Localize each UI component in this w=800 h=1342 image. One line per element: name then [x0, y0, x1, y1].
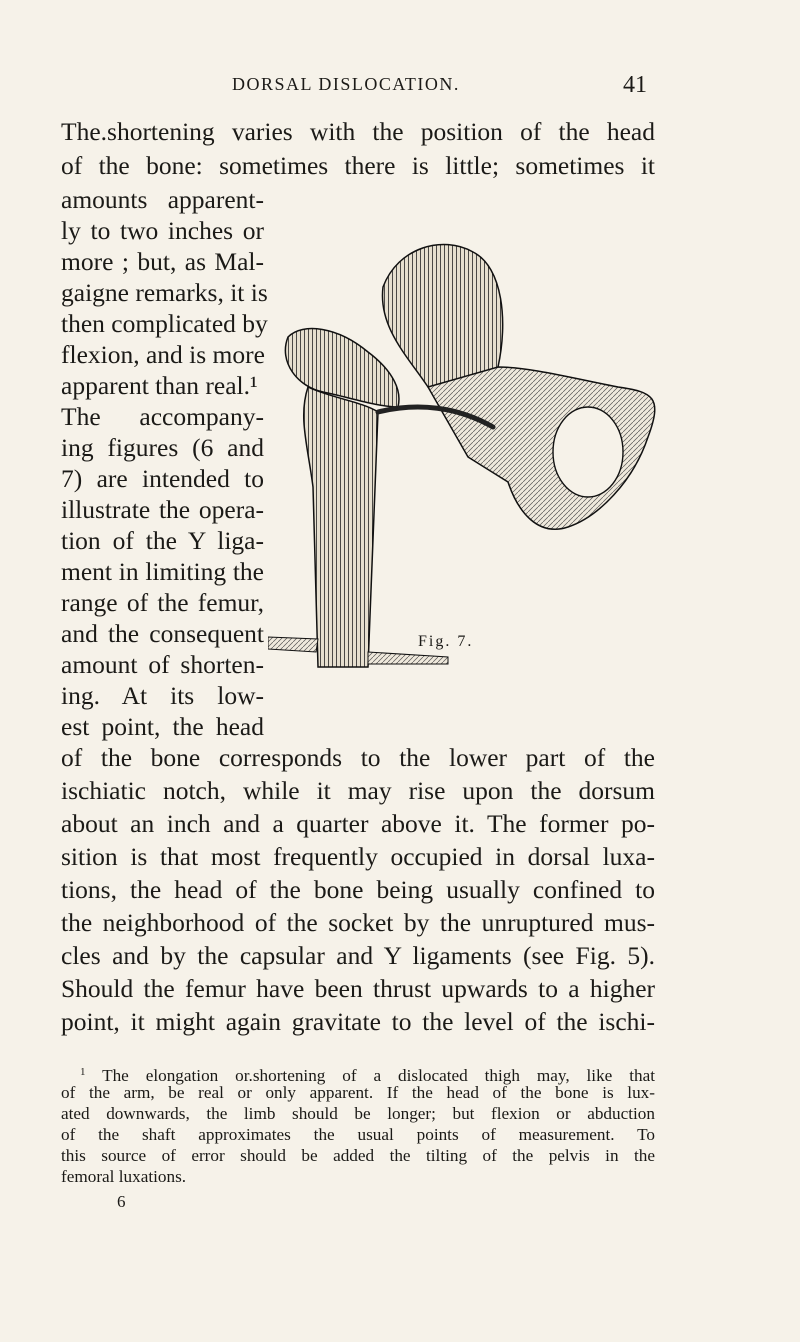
figure-caption: Fig. 7.: [418, 633, 474, 650]
body-line: 7) are intended to: [61, 464, 264, 493]
body-line: illustrate the opera-: [61, 495, 264, 524]
page-number: 41: [623, 72, 647, 98]
body-line: range of the femur,: [61, 588, 264, 617]
body-line: Should the femur have been thrust upwards to a higher: [61, 974, 655, 1003]
body-line: then complicated by: [61, 309, 268, 338]
body-line: ly to two inches or: [61, 216, 264, 245]
footnote-line: of the shaft approximates the usual points of measurement. To: [61, 1125, 655, 1144]
body-line: The.shortening varies with the position of the head: [61, 117, 655, 146]
body-line: sition is that most frequently occupied in dorsal luxa-: [61, 842, 655, 871]
body-line: apparent than real.¹: [61, 371, 258, 400]
body-line: of the bone corresponds to the lower part of the: [61, 743, 655, 772]
body-line: and the consequent: [61, 619, 264, 648]
footnote-line: this source of error should be added the tilting of the pelvis in the: [61, 1146, 655, 1165]
body-line: amounts apparent-: [61, 185, 264, 214]
body-line: amount of shorten-: [61, 650, 264, 679]
running-head: [0, 74, 800, 104]
body-line: ischiatic notch, while it may rise upon the dorsum: [61, 776, 655, 805]
signature-mark: 6: [117, 1192, 126, 1211]
body-line: ing. At its low-: [61, 681, 264, 710]
running-title: DORSAL DISLOCATION.: [232, 74, 460, 94]
body-line: est point, the head: [61, 712, 264, 741]
footnote-line: femoral luxations.: [61, 1167, 187, 1186]
body-line: ing figures (6 and: [61, 433, 264, 462]
footnote-line: of the arm, be real or only apparent. If the head of the bone is lux-: [61, 1083, 655, 1102]
footnote-line: ated downwards, the limb should be longer; but flexion or abduction: [61, 1104, 655, 1123]
body-line: point, it might again gravitate to the level of the ischi-: [61, 1007, 655, 1036]
body-line: of the bone: sometimes there is little; sometimes it: [61, 151, 655, 180]
body-line: gaigne remarks, it is: [61, 278, 268, 307]
body-line: The accompany-: [61, 402, 264, 431]
pelvis-femur-illustration: [268, 227, 668, 687]
footnote-text: The elongation or.shortening of a dislocated thigh may, like that: [102, 1066, 655, 1085]
body-line: tions, the head of the bone being usually confined to: [61, 875, 655, 904]
body-line: ment in limiting the: [61, 557, 264, 586]
body-line: cles and by the capsular and Y ligaments (see Fig. 5).: [61, 941, 655, 970]
footnote-marker: 1: [80, 1066, 86, 1078]
body-line: the neighborhood of the socket by the unruptured mus-: [61, 908, 655, 937]
body-line: tion of the Y liga-: [61, 526, 264, 555]
body-line: about an inch and a quarter above it. The former po-: [61, 809, 655, 838]
body-line: more ; but, as Mal-: [61, 247, 264, 276]
body-line: flexion, and is more: [61, 340, 265, 369]
